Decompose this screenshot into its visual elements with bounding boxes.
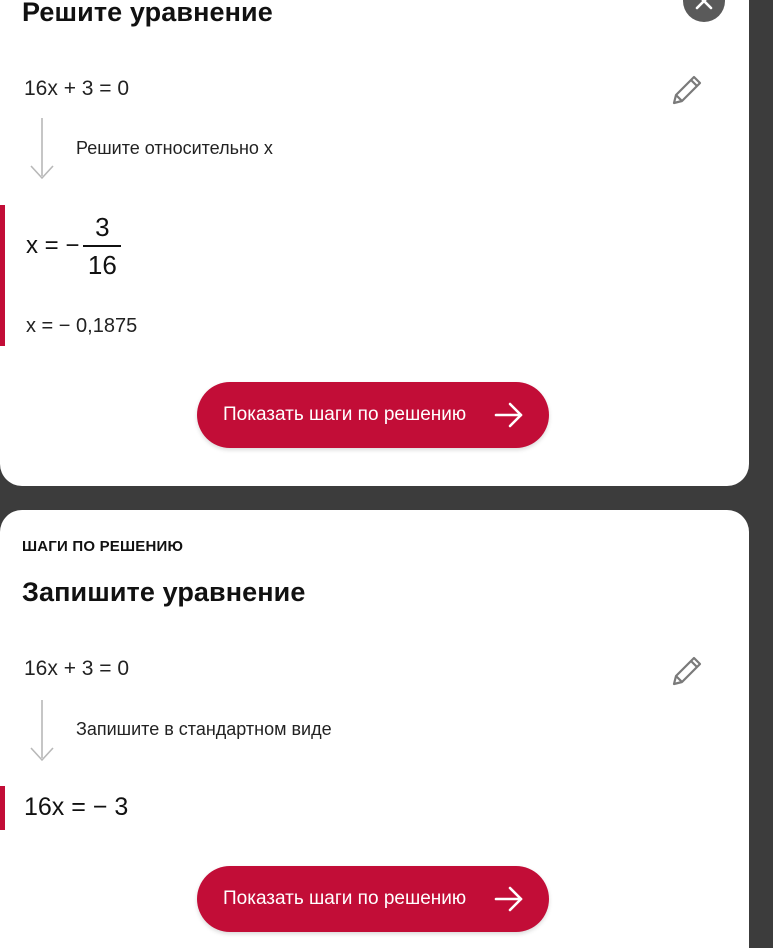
step-note: Решите относительно x: [76, 138, 273, 158]
result-decimal: x = − 0,1875: [26, 315, 138, 337]
equation: 16x + 3 = 0: [24, 657, 130, 680]
result-accent-bar: [0, 205, 5, 346]
steps-card: [0, 510, 749, 948]
show-steps-label: Показать шаги по решению: [223, 888, 467, 909]
pencil-icon[interactable]: [668, 71, 706, 109]
show-steps-button[interactable]: [197, 382, 549, 448]
step-title: Запишите уравнение: [22, 577, 306, 607]
arrow-down-icon: [29, 698, 55, 762]
show-steps-label: Показать шаги по решению: [223, 404, 467, 425]
arrow-right-icon: [493, 399, 525, 431]
result-accent-bar: [0, 786, 5, 830]
arrow-down-icon: [29, 116, 55, 180]
section-eyebrow: ШАГИ ПО РЕШЕНИЮ: [22, 538, 184, 555]
equation: 16x + 3 = 0: [24, 77, 130, 100]
solution-card: [0, 0, 749, 486]
fraction: [83, 212, 121, 280]
result-lhs: x = −: [26, 232, 80, 259]
arrow-right-icon: [493, 883, 525, 915]
fraction-denominator: 16: [87, 250, 117, 280]
fraction-bar: [83, 245, 121, 247]
fraction-numerator: 3: [95, 212, 110, 242]
step-note: Запишите в стандартном виде: [76, 719, 332, 739]
step-result: 16x = − 3: [24, 793, 129, 821]
card-title: Решите уравнение: [22, 0, 273, 27]
pencil-icon[interactable]: [668, 652, 706, 690]
result-fraction: [26, 212, 121, 280]
show-steps-button[interactable]: [197, 866, 549, 932]
